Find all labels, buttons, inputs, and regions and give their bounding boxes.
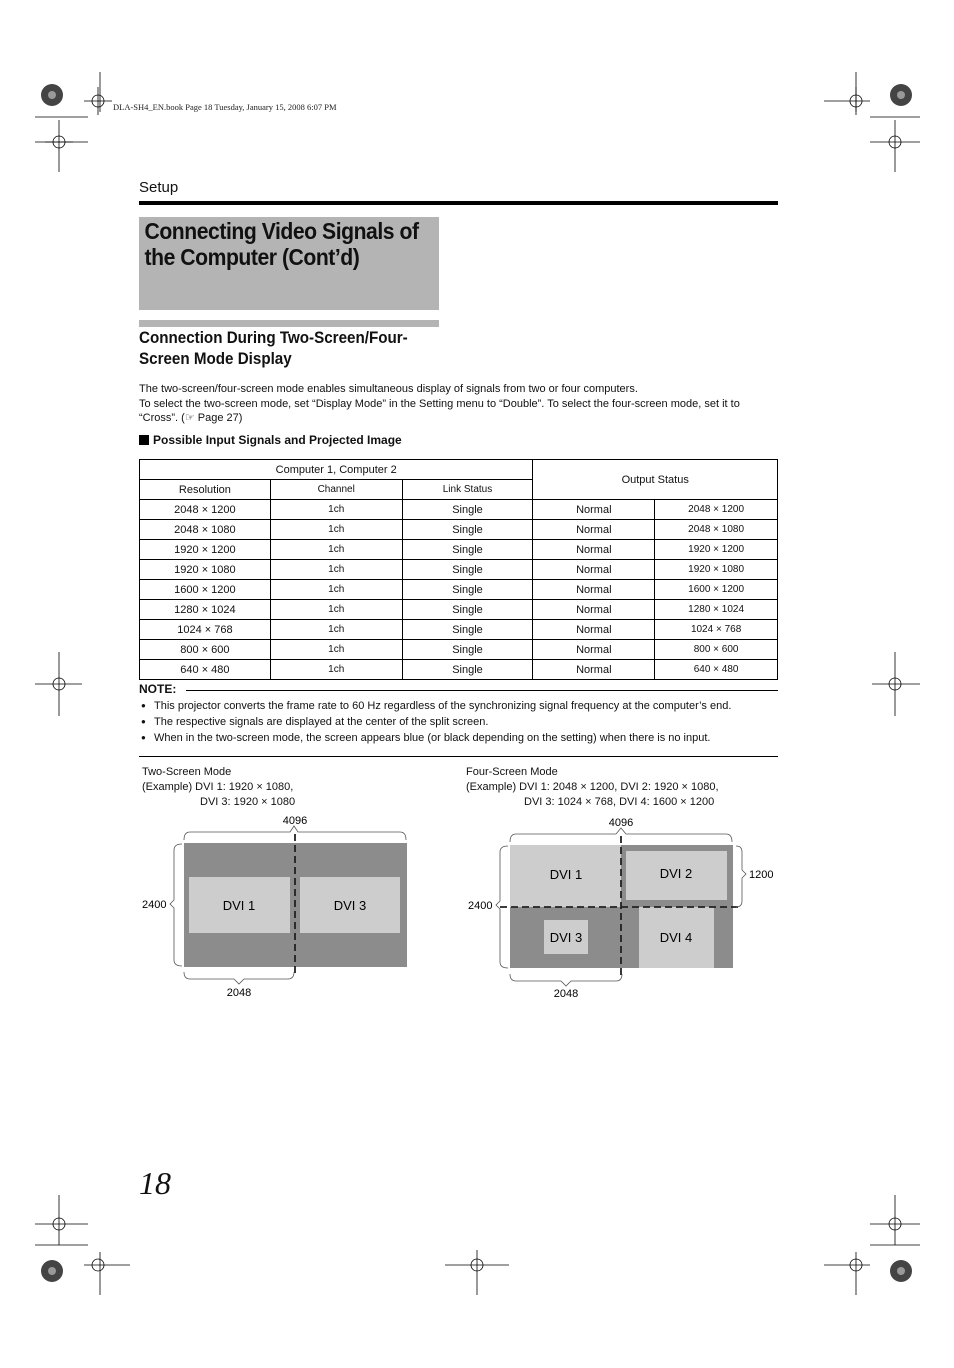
half-label: 2048 <box>226 987 252 999</box>
cell-link: Single <box>402 500 533 520</box>
cell-link: Single <box>402 580 533 600</box>
four-screen-caption <box>466 765 719 810</box>
cell-link: Single <box>402 540 533 560</box>
two-screen-caption-title: Two-Screen Mode <box>142 766 232 778</box>
table-row <box>140 580 778 600</box>
note-list <box>139 698 784 746</box>
two-screen-diagram <box>130 810 420 1005</box>
group-header: Computer 1, Computer 2 <box>140 460 533 480</box>
cell-status: Normal <box>533 640 655 660</box>
half-brace <box>510 974 622 986</box>
table-row <box>140 560 778 580</box>
table-heading <box>139 433 402 447</box>
quarter-brace <box>736 846 746 907</box>
col-link-header: Link Status <box>402 480 533 500</box>
two-screen-caption-example: (Example) DVI 1: 1920 × 1080, <box>142 781 294 793</box>
cell-channel: 1ch <box>270 640 402 660</box>
cell-output: 2048 × 1200 <box>655 500 778 520</box>
subheading-line1: Connection During Two-Screen/Four- <box>139 329 408 347</box>
note-end-rule <box>139 756 778 757</box>
two-screen-caption-example2: DVI 3: 1920 × 1080 <box>200 796 296 808</box>
cell-output: 1920 × 1080 <box>655 560 778 580</box>
title-box <box>139 217 439 310</box>
width-label: 4096 <box>282 815 308 827</box>
cell-status: Normal <box>533 600 655 620</box>
note-item: ● When in the two-screen mode, the screen appears blue (or black depending on the setting) when there is no input. <box>139 730 784 746</box>
intro-line1: The two-screen/four-screen mode enables simultaneous display of signals from two or four computers. <box>139 383 638 395</box>
table-row <box>140 660 778 680</box>
height-brace <box>170 844 182 966</box>
cell-status: Normal <box>533 620 655 640</box>
dvi-label: DVI 4 <box>659 930 693 945</box>
half-brace <box>184 972 294 984</box>
cell-status: Normal <box>533 560 655 580</box>
cell-status: Normal <box>533 520 655 540</box>
section-label: Setup <box>139 179 179 196</box>
dvi-label: DVI 1 <box>222 898 256 913</box>
cell-output: 1920 × 1200 <box>655 540 778 560</box>
quarter-label: 1200 <box>749 869 774 881</box>
cell-channel: 1ch <box>270 520 402 540</box>
half-label: 2048 <box>553 988 579 1000</box>
cell-channel: 1ch <box>270 620 402 640</box>
table-row <box>140 520 778 540</box>
intro-text <box>139 382 781 426</box>
cell-resolution: 2048 × 1200 <box>140 500 271 520</box>
cell-output: 1024 × 768 <box>655 620 778 640</box>
cell-link: Single <box>402 560 533 580</box>
cell-output: 800 × 600 <box>655 640 778 660</box>
table-row <box>140 620 778 640</box>
intro-line2: To select the two-screen mode, set “Display Mode” in the Setting menu to “Double”. To select the four-screen mode, set it to “Cross”. (☞ Page 27) <box>139 397 740 424</box>
table-row <box>140 600 778 620</box>
cell-channel: 1ch <box>270 600 402 620</box>
cell-link: Single <box>402 600 533 620</box>
output-status-header: Output Status <box>533 460 778 500</box>
col-channel-header: Channel <box>270 480 402 500</box>
cell-output: 640 × 480 <box>655 660 778 680</box>
cell-link: Single <box>402 520 533 540</box>
cell-resolution: 800 × 600 <box>140 640 271 660</box>
cell-output: 1280 × 1024 <box>655 600 778 620</box>
dvi-label: DVI 2 <box>659 866 693 881</box>
note-rule <box>186 690 778 691</box>
four-screen-caption-example2: DVI 3: 1024 × 768, DVI 4: 1600 × 1200 <box>524 796 715 808</box>
subheading <box>139 328 433 370</box>
header-rule <box>139 201 778 205</box>
page-title <box>139 218 448 270</box>
square-bullet-icon <box>139 435 149 445</box>
four-screen-caption-title: Four-Screen Mode <box>466 766 558 778</box>
page-number: 18 <box>139 1165 171 1201</box>
subheading-bar <box>139 320 439 327</box>
note-item: ● The respective signals are displayed at the center of the split screen. <box>139 714 784 730</box>
four-screen-caption-example: (Example) DVI 1: 2048 × 1200, DVI 2: 1920 × 1080, <box>466 781 719 793</box>
height-label: 2400 <box>142 899 167 911</box>
cell-link: Single <box>402 640 533 660</box>
cell-status: Normal <box>533 500 655 520</box>
cell-channel: 1ch <box>270 580 402 600</box>
cell-channel: 1ch <box>270 560 402 580</box>
cell-resolution: 1600 × 1200 <box>140 580 271 600</box>
cell-resolution: 1024 × 768 <box>140 620 271 640</box>
col-resolution-header: Resolution <box>140 480 271 500</box>
table-row <box>140 540 778 560</box>
cell-status: Normal <box>533 540 655 560</box>
cell-channel: 1ch <box>270 660 402 680</box>
dvi-label: DVI 3 <box>333 898 367 913</box>
table-row <box>140 500 778 520</box>
cell-channel: 1ch <box>270 500 402 520</box>
cell-resolution: 640 × 480 <box>140 660 271 680</box>
table-heading-text: Possible Input Signals and Projected Image <box>153 433 402 447</box>
height-label: 2400 <box>468 900 493 912</box>
cell-resolution: 1920 × 1200 <box>140 540 271 560</box>
subheading-line2: Screen Mode Display <box>139 350 292 368</box>
cell-resolution: 1280 × 1024 <box>140 600 271 620</box>
cell-status: Normal <box>533 660 655 680</box>
note-item: ● This projector converts the frame rate to 60 Hz regardless of the synchronizing signal frequency at the computer’s end. <box>139 698 784 714</box>
dvi-label: DVI 1 <box>549 867 583 882</box>
page-title-line2: the Computer (Cont’d) <box>144 244 360 270</box>
four-screen-diagram <box>460 812 790 1007</box>
cell-resolution: 2048 × 1080 <box>140 520 271 540</box>
cell-channel: 1ch <box>270 540 402 560</box>
print-info: DLA-SH4_EN.book Page 18 Tuesday, January 15, 2008 6:07 PM <box>113 102 337 112</box>
signal-table <box>139 459 778 680</box>
cell-resolution: 1920 × 1080 <box>140 560 271 580</box>
table-row <box>140 640 778 660</box>
two-screen-caption <box>142 765 295 810</box>
cell-output: 2048 × 1080 <box>655 520 778 540</box>
note-label: NOTE: <box>139 682 177 696</box>
width-label: 4096 <box>608 817 634 829</box>
dvi-label: DVI 3 <box>549 930 583 945</box>
page-title-line1: Connecting Video Signals of <box>144 218 419 244</box>
table-body <box>140 500 778 680</box>
cell-link: Single <box>402 660 533 680</box>
cell-status: Normal <box>533 580 655 600</box>
cell-link: Single <box>402 620 533 640</box>
cell-output: 1600 × 1200 <box>655 580 778 600</box>
